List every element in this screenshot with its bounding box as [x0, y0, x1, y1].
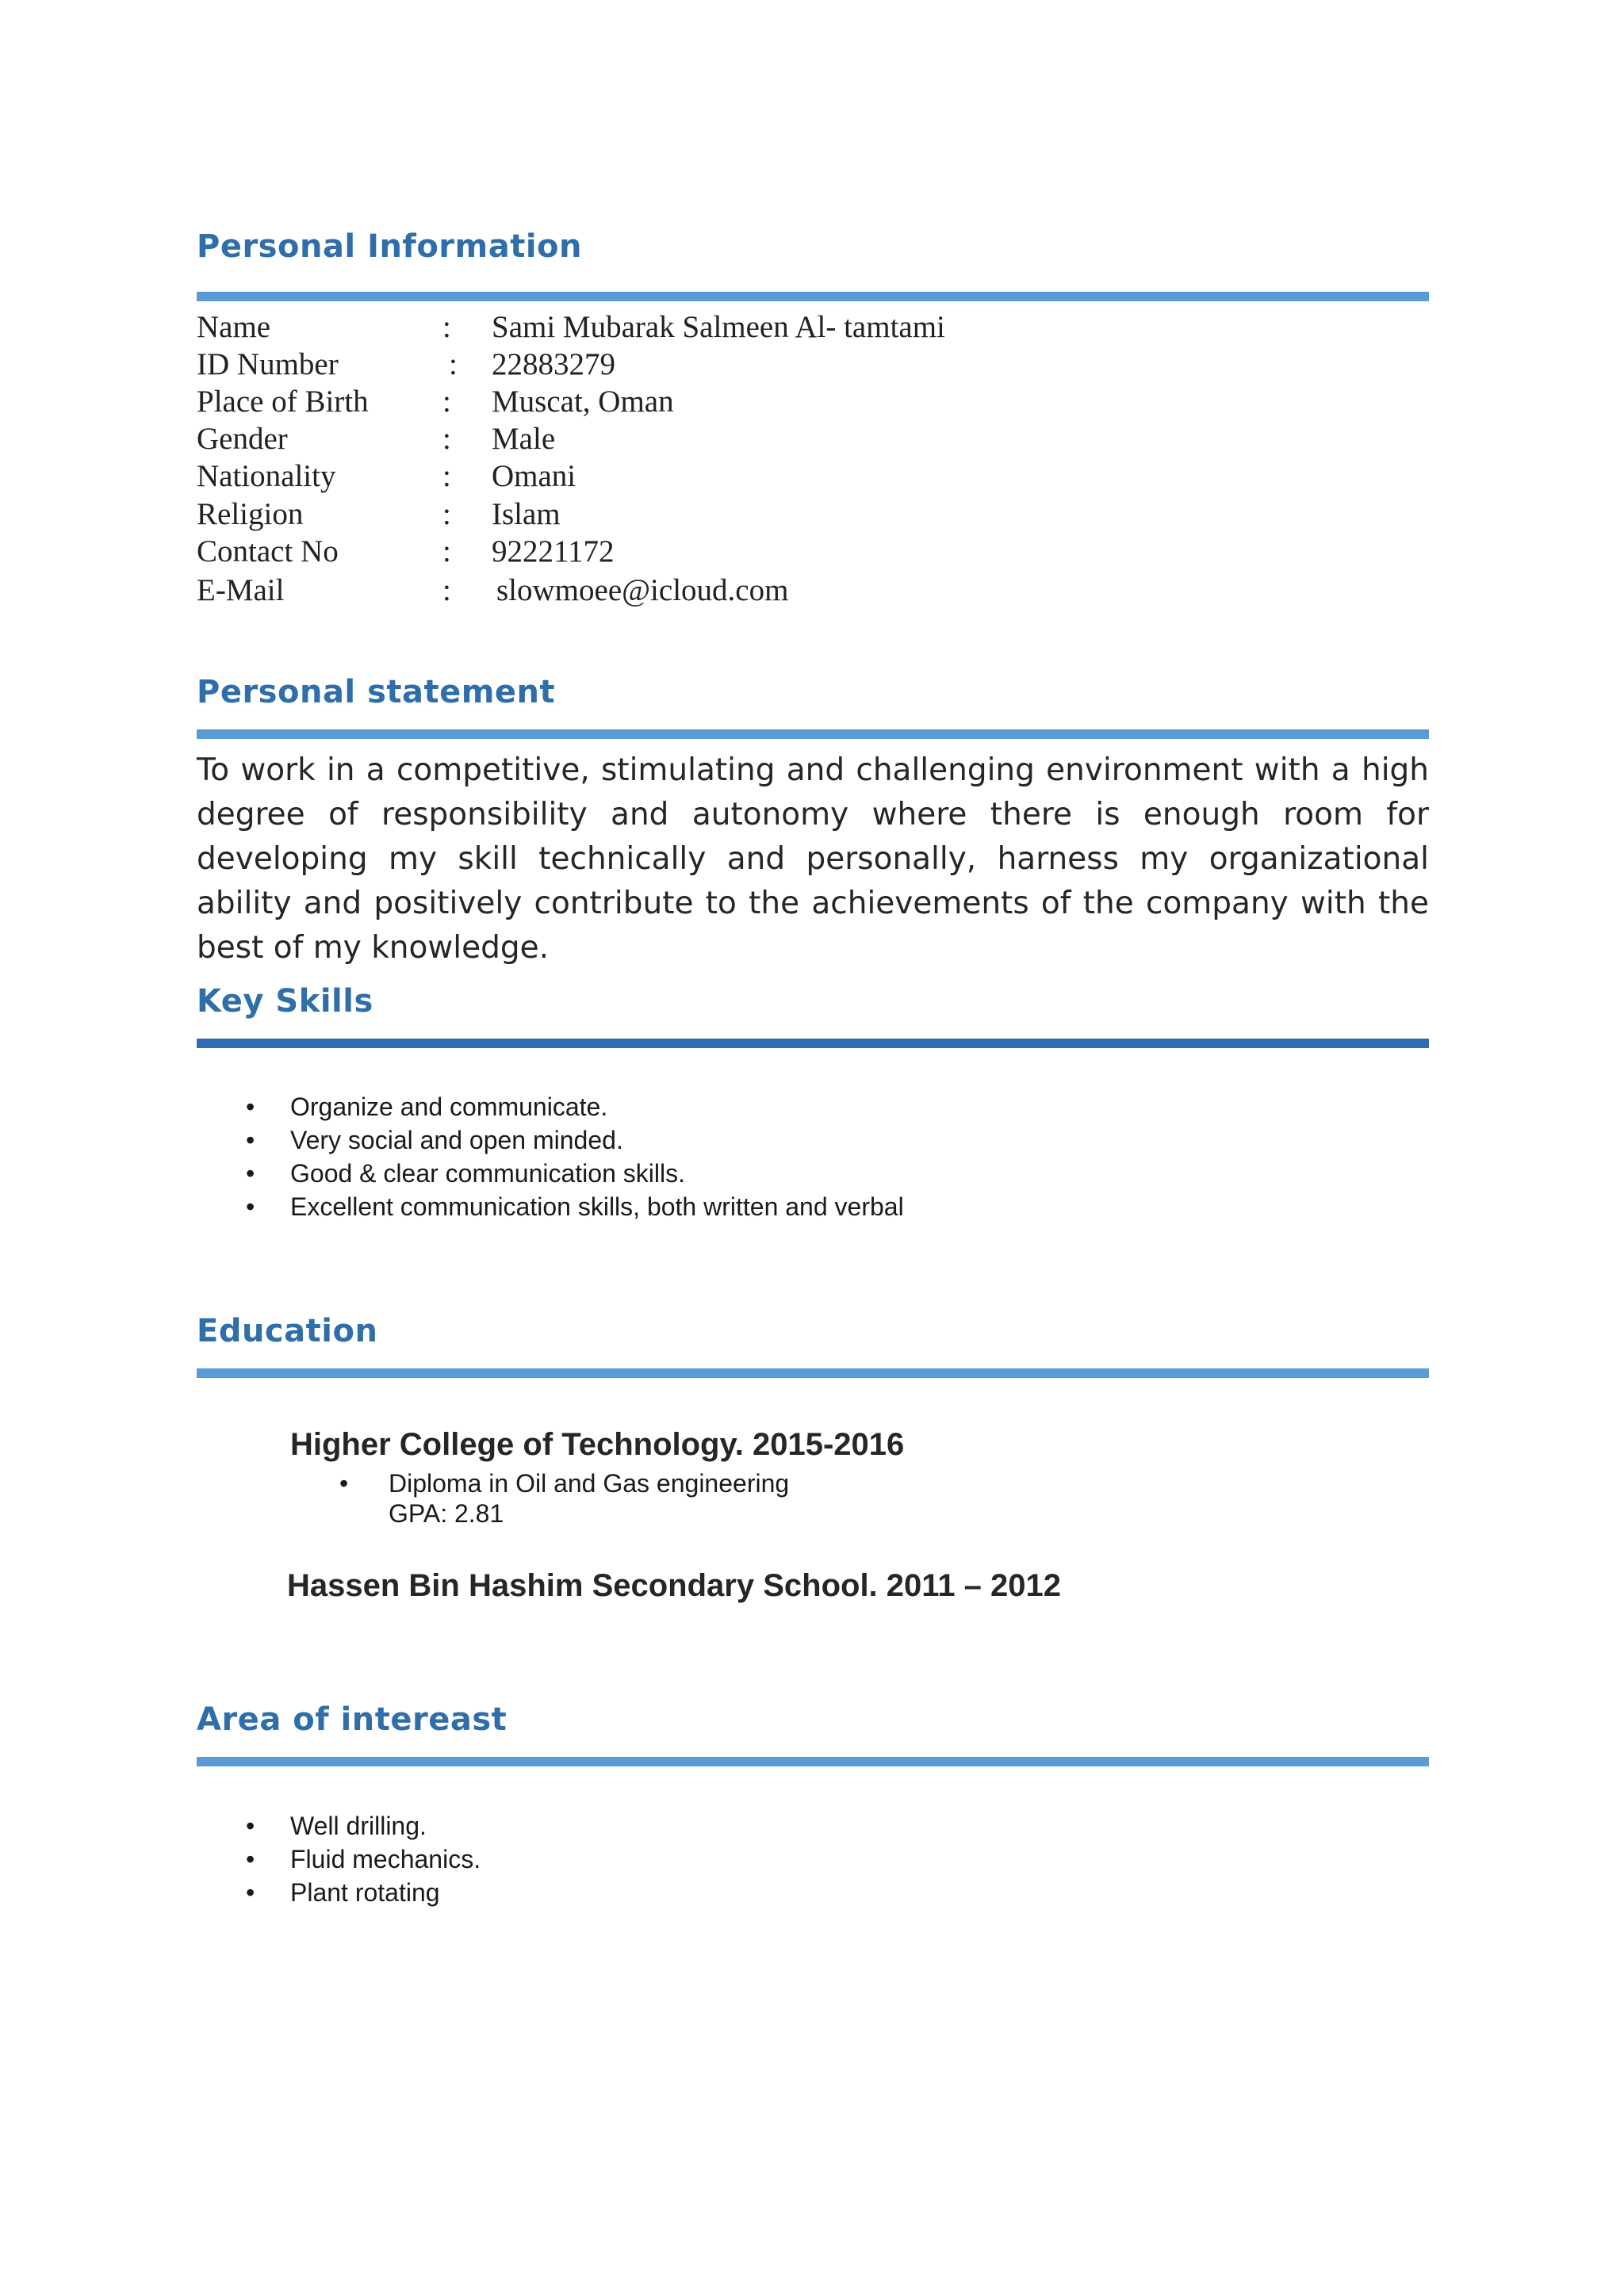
personal-information-divider: [197, 292, 1429, 301]
list-item: [197, 1123, 904, 1157]
email-link[interactable]: slowmoee@icloud.com: [496, 573, 789, 607]
education-heading: Education: [197, 1313, 378, 1349]
info-colon: :: [442, 497, 451, 531]
info-value: Male: [492, 422, 556, 456]
bullet-icon: •: [246, 1093, 255, 1121]
list-item-text: Very social and open minded.: [290, 1126, 623, 1154]
education-divider: [197, 1368, 1429, 1378]
education-gpa: GPA: 2.81: [389, 1499, 504, 1528]
info-label: Religion: [197, 497, 304, 531]
area-of-interest-divider: [197, 1757, 1429, 1766]
education-entry-detail: [339, 1468, 790, 1529]
info-value: Sami Mubarak Salmeen Al- tamtami: [492, 310, 945, 344]
list-item-text: Excellent communication skills, both written and verbal: [290, 1192, 904, 1221]
info-value: 22883279: [492, 347, 615, 381]
info-colon: :: [442, 459, 451, 493]
list-item-text: Well drilling.: [290, 1812, 427, 1840]
education-entry-title: Hassen Bin Hashim Secondary School. 2011 – 2012: [287, 1568, 1062, 1603]
info-label: E-Mail: [197, 573, 285, 607]
list-item-text: Fluid mechanics.: [290, 1845, 481, 1873]
personal-statement-heading: Personal statement: [197, 674, 556, 710]
info-label: Name: [197, 310, 271, 344]
list-item: [197, 1843, 481, 1876]
bullet-icon: •: [246, 1812, 255, 1840]
info-label: Contact No: [197, 534, 339, 568]
personal-information-heading: Personal Information: [197, 228, 582, 265]
list-item: [197, 1190, 904, 1223]
bullet-icon: •: [246, 1878, 255, 1907]
info-colon: :: [449, 347, 458, 381]
info-colon: :: [442, 310, 451, 344]
bullet-icon: •: [246, 1845, 255, 1873]
info-value: 92221172: [492, 534, 615, 568]
list-item: [197, 1090, 904, 1123]
key-skills-list: [197, 1090, 904, 1223]
list-item: [197, 1876, 481, 1909]
list-item-text: Good & clear communication skills.: [290, 1159, 685, 1188]
bullet-icon: •: [246, 1192, 255, 1221]
personal-statement-divider: [197, 729, 1429, 739]
info-value: Muscat, Oman: [492, 385, 674, 419]
personal-statement-text: To work in a competitive, stimulating and challenging environment with a high degree of responsibility and autonomy where there is enough room for developing my skill technically and personally, harness my organizational ability and positively contribute to the achievements of the company with the best of my knowledge.: [197, 752, 1429, 966]
info-label: Gender: [197, 422, 288, 456]
key-skills-divider: [197, 1039, 1429, 1048]
bullet-icon: •: [339, 1469, 349, 1498]
info-value: Omani: [492, 459, 576, 493]
area-of-interest-heading: Area of intereast: [197, 1701, 508, 1738]
bullet-icon: •: [246, 1126, 255, 1154]
info-value: Islam: [492, 497, 561, 531]
info-colon: :: [442, 573, 451, 607]
info-label: Nationality: [197, 459, 336, 493]
info-colon: :: [442, 534, 451, 568]
education-entry-title: Higher College of Technology. 2015-2016: [290, 1427, 905, 1462]
bullet-icon: •: [246, 1159, 255, 1188]
key-skills-heading: Key Skills: [197, 983, 373, 1020]
info-colon: :: [442, 422, 451, 456]
list-item-text: Organize and communicate.: [290, 1093, 608, 1121]
area-of-interest-list: [197, 1809, 481, 1909]
info-label: ID Number: [197, 347, 339, 381]
info-label: Place of Birth: [197, 385, 369, 419]
list-item: [197, 1157, 904, 1190]
list-item: [197, 1809, 481, 1843]
info-colon: :: [442, 385, 451, 419]
education-degree: Diploma in Oil and Gas engineering: [389, 1469, 790, 1498]
list-item-text: Plant rotating: [290, 1878, 440, 1907]
